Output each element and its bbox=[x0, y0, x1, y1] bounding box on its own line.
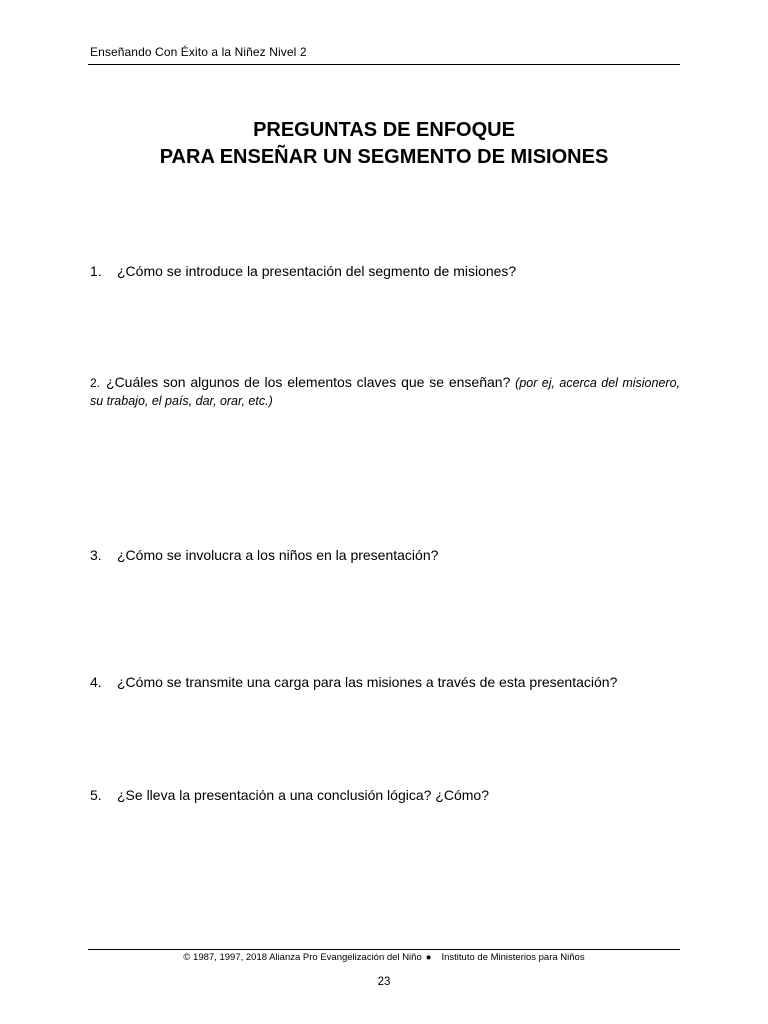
question-number: 2. bbox=[90, 376, 101, 390]
question-number: 4. bbox=[90, 674, 102, 690]
question-number: 5. bbox=[90, 787, 102, 803]
header-divider bbox=[88, 64, 680, 65]
page-title bbox=[88, 117, 680, 171]
question-text: ¿Cómo se introduce la presentación del segmento de misiones? bbox=[117, 263, 517, 279]
question-3 bbox=[90, 547, 680, 564]
question-1 bbox=[90, 263, 680, 280]
page-number: 23 bbox=[377, 976, 391, 988]
question-text: ¿Cómo se transmite una carga para las misiones a través de esta presentación? bbox=[117, 674, 618, 690]
question-text: ¿Se lleva la presentación a una conclusión lógica? ¿Cómo? bbox=[117, 787, 489, 803]
question-text: ¿Cuáles son algunos de los elementos claves que se enseñan? bbox=[106, 374, 511, 390]
footer-institute: Instituto de Ministerios para Niños bbox=[441, 952, 585, 963]
bullet-icon: ● bbox=[425, 952, 432, 963]
question-note: (por ej, acerca del misionero, su trabajo, el país, dar, orar, etc.) bbox=[90, 376, 680, 408]
running-header: Enseñando Con Éxito a la Niñez Nivel 2 bbox=[90, 45, 307, 59]
title-line-2: PARA ENSEÑAR UN SEGMENTO DE MISIONES bbox=[159, 146, 609, 168]
footer-divider bbox=[88, 949, 680, 950]
question-5 bbox=[90, 787, 680, 804]
question-number: 3. bbox=[90, 547, 102, 563]
question-text: ¿Cómo se involucra a los niños en la presentación? bbox=[117, 547, 439, 563]
question-2 bbox=[90, 374, 680, 410]
title-line-1: PREGUNTAS DE ENFOQUE bbox=[253, 119, 515, 141]
footer-copyright: © 1987, 1997, 2018 Alianza Pro Evangelización del Niño bbox=[183, 952, 422, 963]
question-number: 1. bbox=[90, 263, 102, 279]
question-4 bbox=[90, 674, 680, 691]
footer bbox=[88, 952, 680, 963]
